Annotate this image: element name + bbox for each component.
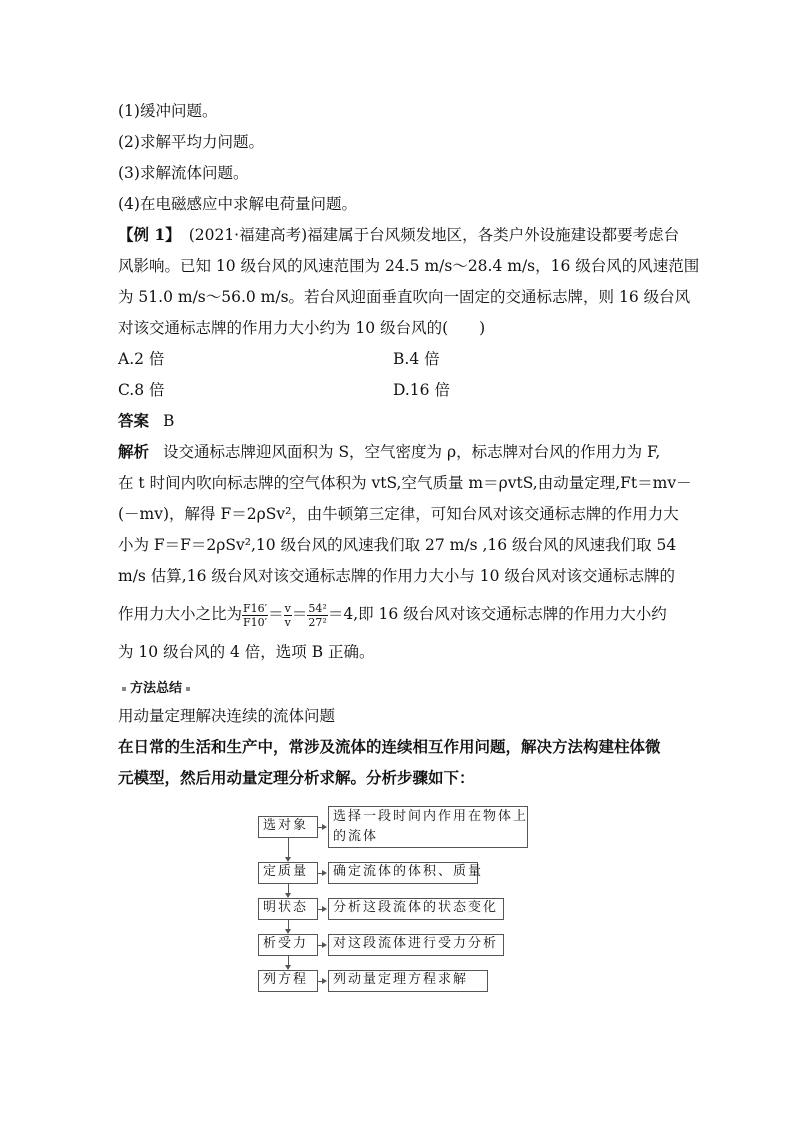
options-row-2 [118, 379, 684, 401]
solution-text: 作用力大小之比为 [118, 605, 243, 623]
flow-step-clarify-state [258, 898, 318, 920]
arrow-right-icon [322, 824, 327, 830]
equals-sign: ＝ [268, 605, 284, 623]
options-row-1 [118, 348, 684, 370]
solution-line-4: 小为 F＝F＝2ρSv²,10 级台风的风速我们取 27 m/s ,16 级台风的风速我们取 54 [118, 536, 677, 554]
arrow-right-icon [322, 870, 327, 876]
flow-desc-select-object [328, 806, 528, 848]
flow-step-label: 列方程 [263, 972, 309, 987]
fraction-denominator: F10′ [243, 615, 268, 629]
fraction-numerator: 54² [308, 601, 327, 615]
flow-desc-text: 对这段流体进行受力分析 [333, 936, 499, 951]
flow-desc-text: 列动量定理方程求解 [333, 972, 469, 987]
flow-step-determine-mass [258, 862, 318, 884]
flow-desc-text: 的流体 [333, 829, 379, 844]
option-b: B.4 倍 [393, 350, 440, 368]
flow-desc-analyze-force [328, 934, 504, 956]
solution-line-6 [118, 599, 667, 629]
solution-text: ＝4,即 16 级台风对该交通标志牌的作用力大小约 [327, 605, 667, 623]
answer-value: B [163, 412, 175, 430]
fraction-numerator: F16′ [243, 601, 268, 615]
example-line-3: 为 51.0 m/s～56.0 m/s。若台风迎面垂直吹向一固定的交通标志牌，则 16 级台风 [118, 288, 691, 306]
flowchart [258, 806, 558, 996]
bullet-dot-icon [122, 687, 126, 691]
example-line-1 [118, 224, 679, 246]
fraction-square-ratio [307, 602, 327, 629]
example-line-4: 对该交通标志牌的作用力大小约为 10 级台风的( ) [118, 319, 486, 337]
option-c: C.8 倍 [118, 381, 165, 399]
fraction-force-ratio [242, 602, 268, 629]
solution-label: 解析 [118, 442, 150, 461]
fraction-denominator: v [284, 615, 291, 629]
answer-label: 答案 [118, 411, 150, 430]
flow-step-analyze-force [258, 934, 318, 956]
answer-line [118, 410, 174, 432]
arrow-right-icon [322, 978, 327, 984]
flow-step-label: 析受力 [263, 936, 309, 951]
list-item: (2)求解平均力问题。 [118, 133, 264, 151]
solution-text: 设交通标志牌迎风面积为 S，空气密度为 ρ，标志牌对台风的作用力为 F, [163, 443, 661, 461]
method-paragraph-line-1: 在日常的生活和生产中，常涉及流体的连续相互作用问题，解决方法构建柱体微 [118, 737, 661, 756]
solution-line-7: 为 10 级台风的 4 倍，选项 B 正确。 [118, 643, 375, 661]
flow-step-label: 选对象 [263, 818, 309, 833]
flow-desc-text: 分析这段流体的状态变化 [333, 900, 499, 915]
flow-desc-text: 确定流体的体积、质量 [333, 864, 484, 879]
option-a: A.2 倍 [118, 350, 165, 368]
example-line-2: 风影响。已知 10 级台风的风速范围为 24.5 m/s～28.4 m/s，16 级台风的风速范围 [118, 257, 700, 275]
flow-desc-write-equation [328, 970, 488, 992]
method-summary-tag [118, 677, 194, 696]
flow-step-select-object [258, 816, 318, 838]
fraction-velocity-ratio [284, 602, 292, 629]
example-source: (2021·福建高考) [188, 226, 308, 244]
flow-desc-clarify-state [328, 898, 504, 920]
method-title: 用动量定理解决连续的流体问题 [118, 707, 336, 725]
list-item: (4)在电磁感应中求解电荷量问题。 [118, 195, 357, 213]
list-item: (1)缓冲问题。 [118, 102, 218, 120]
solution-line-5: m/s 估算,16 级台风对该交通标志牌的作用力大小与 10 级台风对该交通标志牌的 [118, 567, 675, 585]
bullet-dot-icon [186, 687, 190, 691]
method-paragraph-line-2: 元模型，然后用动量定理分析求解。分析步骤如下： [118, 768, 475, 787]
solution-line-1 [118, 441, 660, 463]
connector-line [288, 838, 289, 859]
equals-sign: ＝ [291, 605, 308, 623]
flow-desc-determine-mass [328, 862, 484, 884]
flow-step-write-equation [258, 970, 318, 992]
flow-step-label: 定质量 [263, 864, 309, 879]
solution-line-2: 在 t 时间内吹向标志牌的空气体积为 vtS,空气质量 m＝ρvtS,由动量定理,Ft＝mv－ [118, 474, 692, 492]
arrow-right-icon [322, 942, 327, 948]
fraction-denominator: 27² [308, 615, 327, 629]
solution-line-3: (－mv)，解得 F＝2ρSv²，由牛顿第三定律，可知台风对该交通标志牌的作用力大 [118, 505, 679, 523]
option-d: D.16 倍 [393, 381, 450, 399]
example-text: 福建属于台风频发地区，各类户外设施建设都要考虑台 [307, 226, 680, 244]
method-tag-label: 方法总结 [130, 681, 183, 696]
example-label: 【例 1】 [118, 225, 181, 244]
flow-desc-text: 选择一段时间内作用在物体上 [333, 809, 529, 824]
arrow-right-icon [322, 906, 327, 912]
list-item: (3)求解流体问题。 [118, 164, 249, 182]
flow-step-label: 明状态 [263, 900, 309, 915]
fraction-numerator: v [284, 601, 291, 615]
